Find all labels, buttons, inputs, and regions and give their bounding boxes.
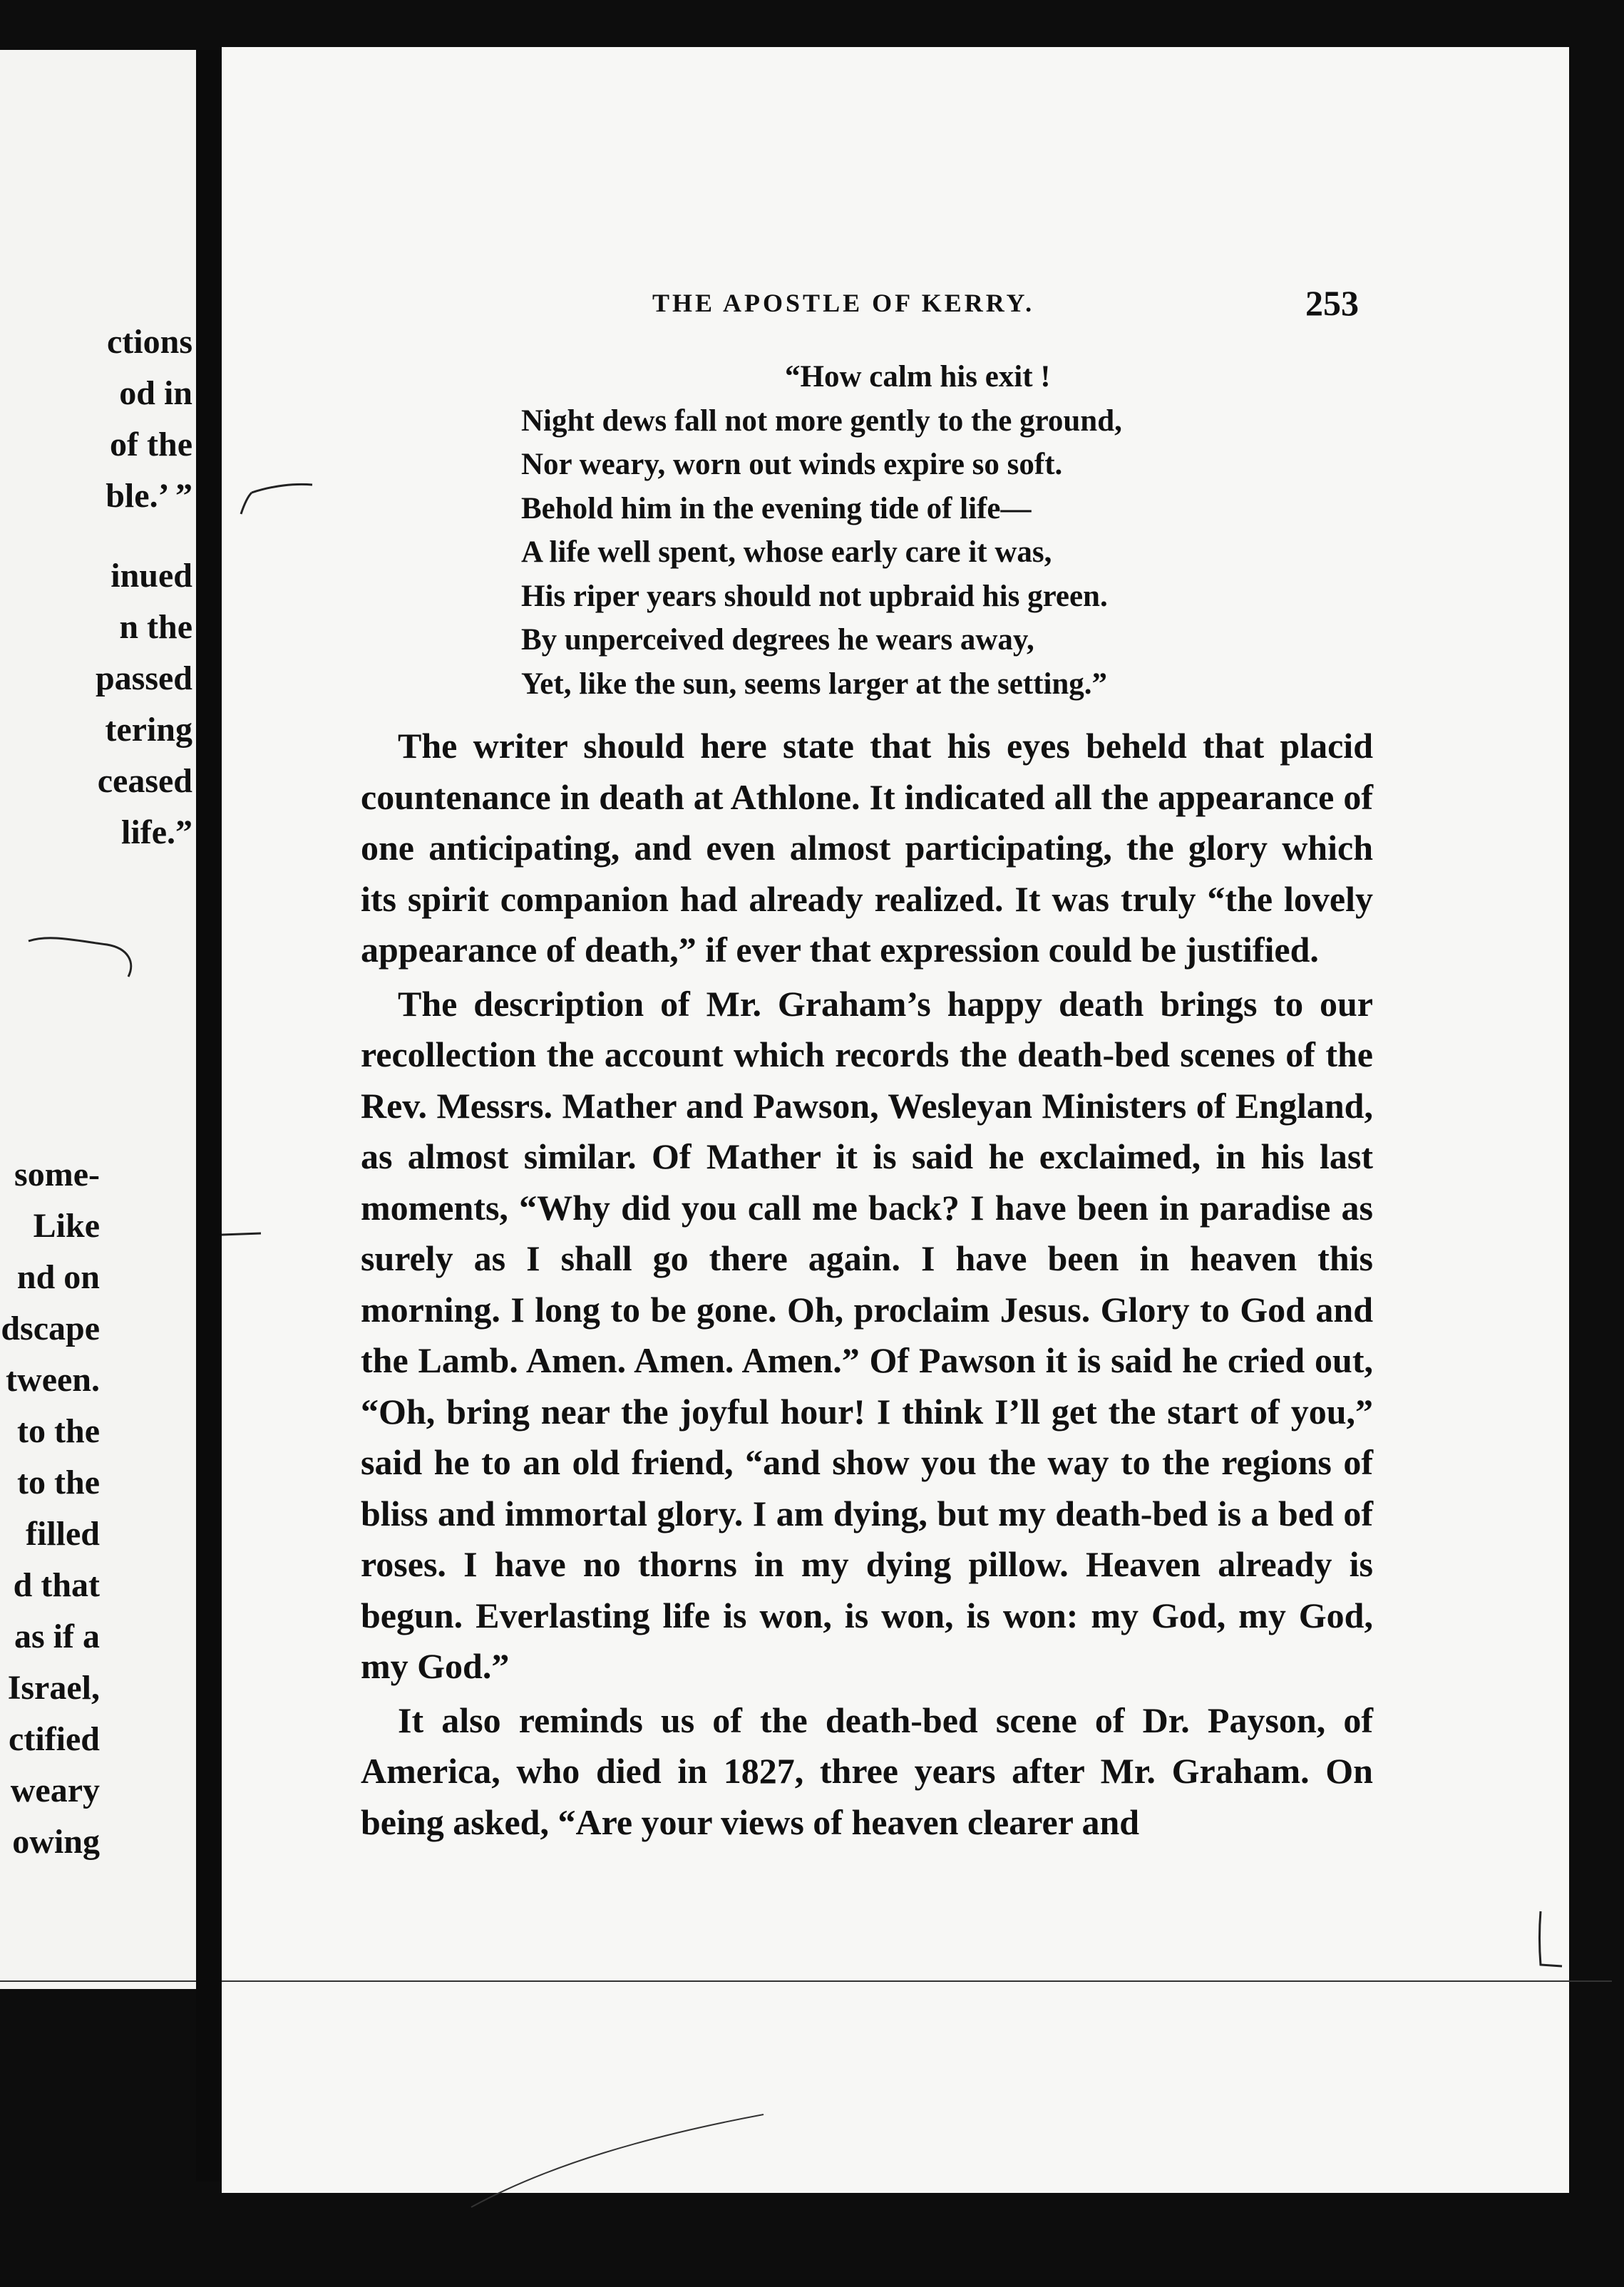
verse-line: His riper years should not upbraid his green. xyxy=(521,579,1108,613)
verse-line: “How calm his exit ! xyxy=(785,360,1051,394)
paragraph: It also reminds us of the death-bed scene of Dr. Payson, of America, who died in 1827, three years after Mr. Graham. On being asked, “Are your views of heaven clearer and xyxy=(361,1700,1373,1842)
prev-page-line: owing xyxy=(12,1823,100,1861)
verse-line: Nor weary, worn out winds expire so soft. xyxy=(521,448,1063,481)
pencil-mark xyxy=(21,920,143,984)
prev-page-line: filled xyxy=(26,1515,100,1553)
verse-line: Behold him in the evening tide of life— xyxy=(521,491,1032,525)
prev-page-line: d that xyxy=(13,1566,100,1604)
prev-page-line: tering xyxy=(105,711,192,749)
verse-line: Yet, like the sun, seems larger at the setting.” xyxy=(521,667,1108,701)
verse-line: Night dews fall not more gently to the ground, xyxy=(521,404,1122,438)
prev-page-line: to the xyxy=(17,1412,100,1450)
prev-page-line: some- xyxy=(14,1156,100,1193)
prev-page-line: ceased xyxy=(97,762,192,800)
pencil-mark xyxy=(237,475,316,518)
prev-page-line: ctified xyxy=(9,1720,100,1758)
prev-page-line: to the xyxy=(17,1464,100,1501)
prev-page-line: weary xyxy=(10,1772,100,1809)
prev-page-line: n the xyxy=(119,608,192,646)
prev-page-line: nd on xyxy=(16,1258,100,1296)
prev-page-line: of the xyxy=(110,426,192,463)
book-page xyxy=(222,47,1569,2193)
prev-page-line: dscape xyxy=(1,1310,100,1347)
prev-page-line: as if a xyxy=(14,1618,100,1655)
verse-quotation xyxy=(521,355,1305,706)
paragraph: The description of Mr. Graham’s happy death brings to our recollection the account which records the death-bed scenes of the Rev. Messrs. Mather and Pawson, Wesleyan Ministers of England, as almost similar. Of Mather it is said he exclaimed, in his last moments, “Why did you call me back? I have been in paradise as surely as I shall go there again. I have been in heaven this morning. I long to be gone. Oh, proclaim Jesus. Glory to God and the Lamb. Amen. Amen. Amen.” Of Pawson it is said he cried out, “Oh, bring near the joyful hour! I think I’ll get the start of you,” said he to an old friend, “and show you the way to the regions of bliss and immortal glory. I am dying, but my death-bed is a bed of roses. I have no thorns in my dying pillow. Heaven already is begun. Everlasting life is won, is won, is won: my God, my God, my God.” xyxy=(361,983,1373,1686)
prev-page-line: Like xyxy=(33,1207,100,1245)
prev-page-line: ble.’ ” xyxy=(106,477,192,515)
running-title: THE APOSTLE OF KERRY. xyxy=(652,289,1035,317)
verse-line: By unperceived degrees he wears away, xyxy=(521,623,1034,657)
pencil-mark xyxy=(222,1228,264,1242)
page-bottom-rule xyxy=(222,1980,1612,1982)
page-number: 253 xyxy=(1305,283,1359,323)
running-head xyxy=(222,282,1569,332)
prev-page-line: ctions xyxy=(107,323,192,361)
body-text xyxy=(361,721,1373,1848)
prev-page-line: life.” xyxy=(121,813,192,851)
prev-page-line: tween. xyxy=(6,1361,100,1399)
binding-gutter xyxy=(196,50,222,2181)
prev-page-line: passed xyxy=(95,659,192,697)
prev-page-line: inued xyxy=(111,557,192,595)
prev-page-rule xyxy=(0,1980,196,1982)
prev-page-line: Israel, xyxy=(7,1669,100,1707)
pencil-mark xyxy=(1533,1908,1569,1972)
previous-page-fragment xyxy=(0,50,196,1989)
pencil-mark xyxy=(464,2107,892,2214)
verse-line: A life well spent, whose early care it was, xyxy=(521,535,1052,569)
prev-page-line: od in xyxy=(119,374,192,412)
paragraph: The writer should here state that his eyes beheld that placid countenance in death at Athlone. It indicated all the appearance of one anticipating, and even almost participating, the glory which its spirit companion had already realized. It was truly “the lovely appearance of death,” if ever that expression could be justified. xyxy=(361,726,1373,970)
